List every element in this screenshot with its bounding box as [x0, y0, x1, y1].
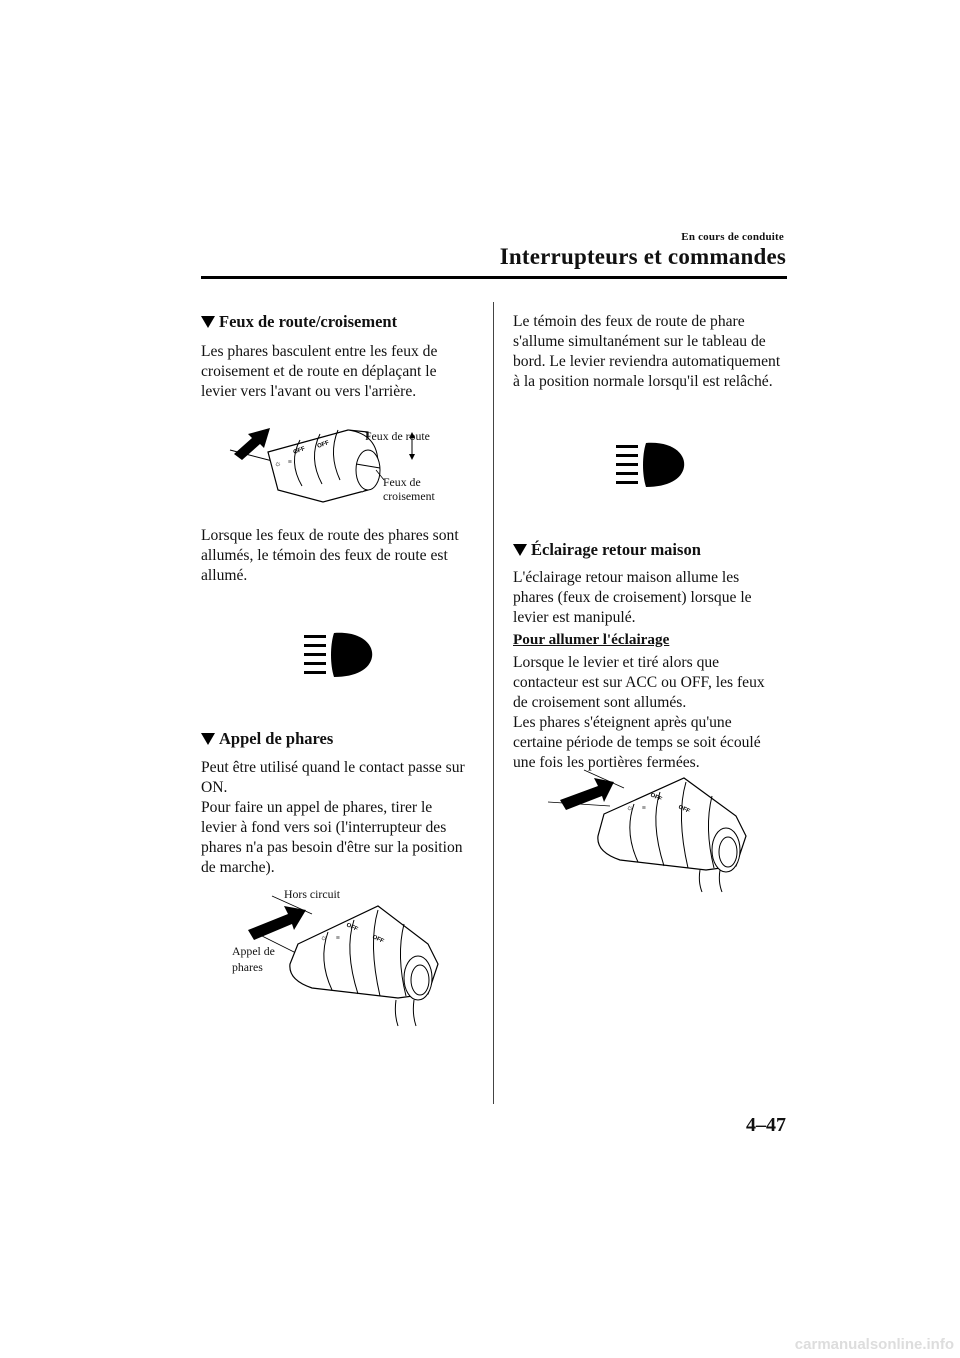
sun-icon: ☼ [274, 459, 282, 468]
text-line: Lorsque les feux de route des phares sont [201, 527, 459, 544]
lever-illustration [228, 420, 478, 520]
text-line: une fois les portières fermées. [513, 754, 700, 771]
section-heading-high-low-beam [201, 312, 397, 332]
text-line: allumés, le témoin des feux de route est [201, 547, 448, 564]
triangle-bullet-icon [201, 733, 215, 745]
watermark: carmanualsonline.info [794, 1336, 954, 1353]
label-off: Hors circuit [284, 887, 341, 901]
off-label-2: OFF [677, 804, 691, 815]
header-divider [201, 276, 787, 279]
text-line: L'éclairage retour maison allume les [513, 569, 740, 586]
paragraph-activate [513, 653, 765, 773]
figure-flash-lever [228, 884, 468, 1034]
paragraph-coming-home [513, 568, 752, 628]
text-line: croisement et de route en déplaçant le [201, 363, 437, 380]
heading-text: Éclairage retour maison [531, 540, 701, 559]
text-line: levier vers l'avant ou vers l'arrière. [201, 383, 417, 400]
triangle-bullet-icon [201, 316, 215, 328]
text-line: ON. [201, 779, 228, 796]
paragraph-indicator [201, 526, 459, 586]
high-beam-indicator-icon [304, 631, 380, 681]
text-line: Le témoin des feux de route de phare [513, 313, 745, 330]
text-line: Les phares s'éteignent après qu'une [513, 714, 732, 731]
text-line: Les phares basculent entre les feux de [201, 343, 438, 360]
text-line: certaine période de temps se soit écoulé [513, 734, 761, 751]
figure-beam-lever [228, 420, 478, 520]
off-label-1: OFF [649, 792, 663, 803]
lever-illustration [540, 770, 780, 900]
lever-illustration [228, 884, 468, 1034]
off-label-1: OFF [292, 446, 306, 456]
label-low-beam-2: croisement [383, 489, 435, 503]
section-heading-flash [201, 729, 333, 749]
lamp-icon: ≡ [642, 804, 646, 812]
text-line: allumé. [201, 567, 248, 584]
sun-icon: ☼ [320, 933, 328, 942]
text-line: phares n'a pas besoin d'être sur la position [201, 839, 463, 856]
text-line: phares (feux de croisement) lorsque le [513, 589, 752, 606]
lamp-icon: ≡ [336, 934, 340, 942]
section-heading-coming-home [513, 540, 701, 560]
off-label-2: OFF [371, 934, 385, 945]
paragraph-beam-switch [201, 342, 437, 402]
text-line: à la position normale lorsqu'il est relâché. [513, 373, 773, 390]
section-label: En cours de conduite [681, 231, 784, 243]
off-label-2: OFF [316, 440, 330, 450]
paragraph-indicator-right [513, 312, 780, 392]
label-flash-2: phares [232, 960, 263, 974]
page-number: 4–47 [746, 1114, 786, 1136]
text-line: Lorsque le levier et tiré alors que [513, 654, 720, 671]
column-divider [493, 302, 494, 1104]
text-line: levier est manipulé. [513, 609, 636, 626]
subheading-activate: Pour allumer l'éclairage [513, 631, 670, 648]
heading-text: Appel de phares [219, 729, 334, 748]
heading-text: Feux de route/croisement [219, 312, 398, 331]
page-title: Interrupteurs et commandes [499, 244, 786, 269]
label-low-beam-1: Feux de [383, 475, 421, 489]
text-line: levier à fond vers soi (l'interrupteur des [201, 819, 447, 836]
label-high-beam: Feux de route [365, 429, 430, 443]
text-line: bord. Le levier reviendra automatiquement [513, 353, 781, 370]
high-beam-indicator-icon [616, 441, 692, 491]
paragraph-flash [201, 758, 465, 878]
text-line: Pour faire un appel de phares, tirer le [201, 799, 433, 816]
label-flash-1: Appel de [232, 944, 275, 958]
figure-coming-home-lever [540, 770, 780, 900]
text-line: de marche). [201, 859, 275, 876]
sun-icon: ☼ [626, 803, 634, 812]
text-line: contacteur est sur ACC ou OFF, les feux [513, 674, 765, 691]
off-label-1: OFF [345, 922, 359, 933]
text-line: Peut être utilisé quand le contact passe sur [201, 759, 465, 776]
text-line: s'allume simultanément sur le tableau de [513, 333, 766, 350]
text-line: de croisement sont allumés. [513, 694, 687, 711]
lamp-icon: ≡ [288, 458, 292, 466]
triangle-bullet-icon [513, 544, 527, 556]
